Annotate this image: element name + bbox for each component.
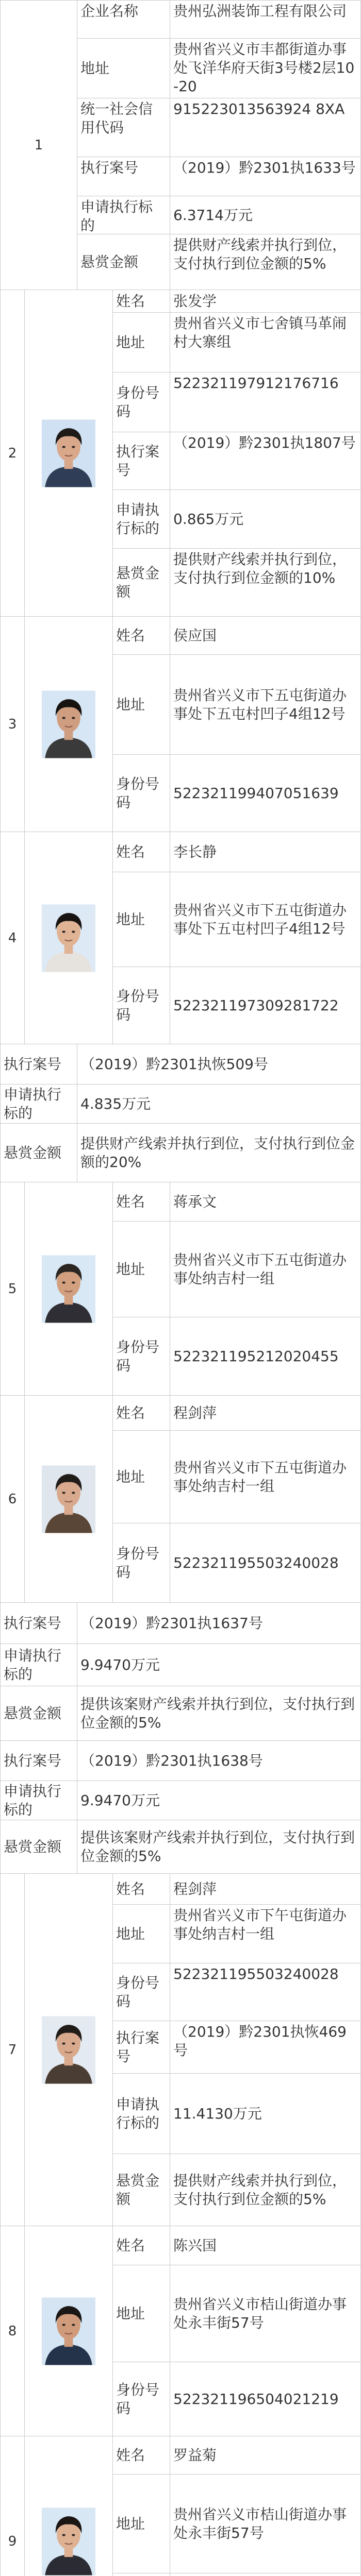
id-number-value: 522321195212020455 (170, 1317, 361, 1396)
company-value: 贵州弘洲装饰工程有限公司 (170, 0, 361, 39)
id-number-value (170, 2573, 361, 2576)
claim-amount-label: 申请执行标的 (112, 2073, 170, 2154)
reward-label: 悬赏金额 (112, 548, 170, 617)
photo-eye (72, 930, 75, 933)
id-number-label: 身份号码 (112, 2362, 170, 2436)
address-label: 地址 (77, 38, 170, 98)
record-number: 9 (0, 2436, 25, 2576)
name-value: 陈兴国 (170, 2226, 361, 2265)
record-number: 6 (0, 1395, 25, 1603)
name-label: 姓名 (112, 1182, 170, 1222)
photo-cell (24, 2436, 113, 2576)
photo-eye (72, 1281, 75, 1283)
name-value: 蒋承文 (170, 1182, 361, 1222)
claim-amount-value: 6.3714万元 (170, 196, 361, 234)
claim-amount-value: 9.9470万元 (77, 1781, 361, 1820)
case-number-label: 执行案号 (0, 1044, 77, 1084)
photo-cell (24, 1395, 113, 1603)
credit-code-label: 统一社会信用代码 (77, 98, 170, 157)
photo-cell (24, 1873, 113, 2226)
reward-value: 提供财产线索并执行到位，支付执行到位金额的10% (170, 548, 361, 617)
address-label: 地址 (112, 2474, 170, 2573)
credit-code-value: 915223013563924 8XA (170, 98, 361, 157)
person-photo (42, 2507, 95, 2575)
case-number-label: 执行案号 (77, 157, 170, 196)
record-number: 4 (0, 832, 25, 1044)
reward-label: 悬赏金额 (112, 2154, 170, 2226)
reward-value: 提供财产线索并执行到位，支付执行到位金额的20% (77, 1123, 361, 1182)
claim-amount-label: 申请执行标的 (0, 1781, 77, 1820)
reward-value: 提供该案财产线索并执行到位，支付执行到位金额的5% (77, 1686, 361, 1741)
case-number-value: （2019）黔2301执恢509号 (77, 1044, 361, 1084)
reward-label: 悬赏金额 (0, 1820, 77, 1874)
name-value: 侯应国 (170, 616, 361, 655)
name-value: 程剑萍 (170, 1873, 361, 1905)
person-photo (42, 2297, 95, 2365)
name-label: 姓名 (112, 2436, 170, 2475)
address-value: 贵州省兴义市下五屯街道办事处纳吉村一组 (170, 1221, 361, 1317)
reward-label: 悬赏金额 (0, 1686, 77, 1741)
person-photo (42, 690, 95, 758)
record-number: 5 (0, 1182, 25, 1396)
photo-cell (24, 290, 113, 617)
id-number-value: 522321197309281722 (170, 967, 361, 1044)
case-number-value: （2019）黔2301执1633号 (170, 157, 361, 196)
case-number-label: 执行案号 (0, 1740, 77, 1781)
photo-eye (62, 1492, 65, 1494)
photo-eye (72, 446, 75, 448)
address-value: 贵州省兴义市桔山街道办事处永丰街57号 (170, 2474, 361, 2573)
case-number-value: （2019）黔2301执1807号 (170, 432, 361, 490)
address-label: 地址 (112, 872, 170, 967)
record-number: 1 (0, 0, 77, 290)
address-value: 贵州省兴义市下五屯街道办事处纳吉村一组 (170, 1430, 361, 1523)
record-number: 7 (0, 1873, 25, 2226)
id-number-label: 身份号码 (112, 967, 170, 1044)
person-photo (42, 1465, 95, 1533)
claim-amount-value: 0.865万元 (170, 489, 361, 549)
address-label: 地址 (112, 2265, 170, 2362)
id-number-value: 522321195503240028 (170, 1963, 361, 2021)
address-value: 贵州省兴义市下五屯街道办事处下五屯村凹子4组12号 (170, 654, 361, 755)
claim-amount-value: 9.9470万元 (77, 1643, 361, 1686)
id-number-value: 522321197912176716 (170, 372, 361, 432)
case-number-label: 执行案号 (0, 1602, 77, 1644)
reward-label: 悬赏金额 (0, 1123, 77, 1182)
claim-amount-value: 4.835万元 (77, 1084, 361, 1124)
name-label: 姓名 (112, 290, 170, 313)
claim-amount-value: 11.4130万元 (170, 2073, 361, 2154)
case-number-label: 执行案号 (112, 2021, 170, 2074)
address-value: 贵州省兴义市桔山街道办事处永丰街57号 (170, 2265, 361, 2362)
case-number-value: （2019）黔2301执恢469号 (170, 2021, 361, 2074)
name-value: 程剑萍 (170, 1395, 361, 1431)
id-number-label: 身份号码 (112, 1963, 170, 2021)
person-photo (42, 904, 95, 972)
record-number: 8 (0, 2226, 25, 2436)
person-photo (42, 419, 95, 487)
photo-eye (72, 2534, 75, 2536)
id-number-label: 身份号码 (112, 1317, 170, 1396)
name-value: 罗益菊 (170, 2436, 361, 2475)
id-number-label (112, 2573, 170, 2576)
address-label: 地址 (112, 1430, 170, 1523)
id-number-value: 522321199407051639 (170, 754, 361, 832)
address-value: 贵州省兴义市下五屯街道办事处下五屯村凹子4组12号 (170, 872, 361, 967)
reward-value: 提供财产线索并执行到位，支付执行到位金额的5% (170, 234, 361, 290)
address-label: 地址 (112, 1221, 170, 1317)
claim-amount-label: 申请执行标的 (77, 196, 170, 234)
photo-eye (62, 930, 65, 933)
photo-eye (72, 2042, 75, 2044)
id-number-label: 身份号码 (112, 1523, 170, 1603)
photo-eye (72, 2324, 75, 2326)
photo-eye (62, 2534, 65, 2536)
name-value: 张发学 (170, 290, 361, 313)
photo-eye (62, 2042, 65, 2044)
photo-cell (24, 832, 113, 1044)
photo-eye (72, 1492, 75, 1494)
name-label: 姓名 (112, 1873, 170, 1905)
claim-amount-label: 申请执行标的 (0, 1643, 77, 1686)
photo-eye (62, 717, 65, 719)
case-number-label: 执行案号 (112, 432, 170, 490)
photo-cell (24, 2226, 113, 2436)
id-number-value: 522321195503240028 (170, 1523, 361, 1603)
name-label: 姓名 (112, 1395, 170, 1431)
person-photo (42, 1255, 95, 1323)
photo-cell (24, 616, 113, 832)
address-label: 地址 (112, 312, 170, 372)
record-number: 2 (0, 290, 25, 617)
person-photo (42, 2016, 95, 2084)
id-number-label: 身份号码 (112, 754, 170, 832)
name-label: 姓名 (112, 616, 170, 655)
photo-eye (62, 2324, 65, 2326)
id-number-label: 身份号码 (112, 372, 170, 432)
address-label: 地址 (112, 654, 170, 755)
address-value: 贵州省兴义市下午屯街道办事处纳吉村一组 (170, 1904, 361, 1963)
name-label: 姓名 (112, 2226, 170, 2265)
reward-value: 提供该案财产线索并执行到位，支付执行到位金额的5% (77, 1820, 361, 1874)
name-value: 李长静 (170, 832, 361, 872)
name-label: 姓名 (112, 832, 170, 872)
case-number-value: （2019）黔2301执1637号 (77, 1602, 361, 1644)
record-number: 3 (0, 616, 25, 832)
photo-eye (72, 717, 75, 719)
photo-eye (62, 1281, 65, 1283)
photo-eye (62, 446, 65, 448)
claim-amount-label: 申请执行标的 (112, 489, 170, 549)
reward-value: 提供财产线索并执行到位，支付执行到位金额的5% (170, 2154, 361, 2226)
id-number-value: 522321196504021219 (170, 2362, 361, 2436)
reward-label: 悬赏金额 (77, 234, 170, 290)
address-value: 贵州省兴义市七舍镇马革闹村大寨组 (170, 312, 361, 372)
photo-cell (24, 1182, 113, 1396)
company-label: 企业名称 (77, 0, 170, 39)
claim-amount-label: 申请执行标的 (0, 1084, 77, 1124)
address-value: 贵州省兴义市丰都街道办事处飞洋华府天街3号楼2层10-20 (170, 38, 361, 98)
case-number-value: （2019）黔2301执1638号 (77, 1740, 361, 1781)
address-label: 地址 (112, 1904, 170, 1963)
